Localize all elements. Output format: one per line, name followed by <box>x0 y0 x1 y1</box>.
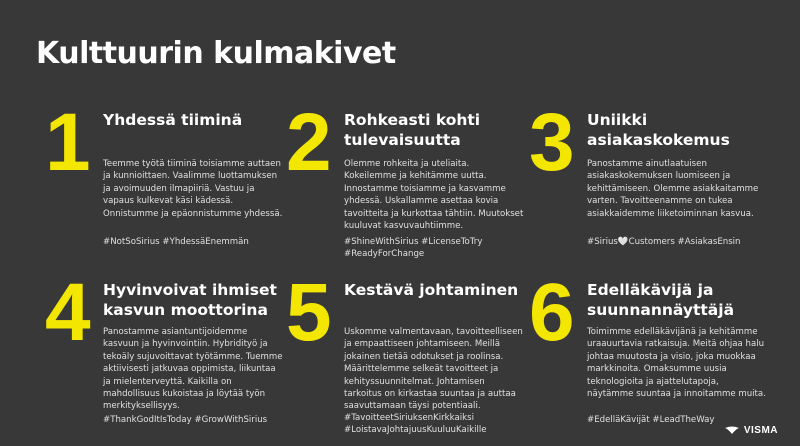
card-heading: Uniikki asiakaskokemus <box>587 111 730 149</box>
card-hashtags: #Sirius🤍Customers #AsiakasEnsin <box>587 237 741 247</box>
culture-card-2 <box>286 97 524 260</box>
card-text: Panostamme asiantuntijoidemme kasvuun ja hyvinvointiin. Hybridityö ja tekoäly sujuvoittavat työtämme. Tuemme aktiivisesti jatkuvaa oppimista, liikuntaa ja mielenterveyttä. Kaikilla on mahdollisuus kukoistaa ja löytää työn merkityksellisyys. <box>103 327 283 412</box>
culture-card-4 <box>45 267 283 438</box>
card-number: 5 <box>286 267 332 358</box>
card-text: Toimimme edelläkävijänä ja kehitämme uraauurtavia ratkaisuja. Meitä ohjaa halu johtaa muutosta ja visio, joka muokkaa markkinoita. Omaksumme uusia teknologioita ja ajattelutapoja, näytämme suuntaa ja innoitamme muita. <box>587 327 766 400</box>
visma-logo <box>724 425 778 436</box>
card-heading: Kestävä johtaminen <box>344 281 519 299</box>
card-heading: Yhdessä tiiminä <box>103 111 243 129</box>
visma-mark-icon <box>724 426 740 436</box>
card-hashtags: #TavoitteetSiriuksenKirkkaiksi #LoistavaJohtajuusKuuluuKaikille <box>344 413 487 436</box>
card-number: 1 <box>45 97 91 188</box>
card-hashtags: #ShineWithSirius #LicenseToTry #ReadyForChange <box>344 237 483 260</box>
card-heading: Rohkeasti kohti tulevaisuutta <box>344 111 481 149</box>
card-number: 3 <box>529 97 575 188</box>
card-number: 2 <box>286 97 332 188</box>
card-heading: Edelläkävijä ja suunnannäyttäjä <box>587 281 735 319</box>
card-text: Olemme rohkeita ja uteliaita. Kokeilemme ja kehitämme uutta. Innostamme toisiamme ja kasvamme yhdessä. Uskallamme asettaa kovia tavoitteita ja kurkottaa tähtiin. Muutokset kuuluvat kasvuvauhtiimme. <box>344 159 524 232</box>
card-hashtags: #NotSoSirius #YhdessäEnemmän <box>103 237 249 247</box>
card-text: Teemme työtä tiiminä toisiamme auttaen ja kunnioittaen. Vaalimme luottamuksen ja avoimuuden ilmapiiriä. Vastuu ja vapaus kulkevat käsi kädessä. Onnistumme ja epäonnistumme yhdessä. <box>103 159 283 219</box>
culture-card-3 <box>529 97 759 258</box>
card-number: 6 <box>529 267 575 358</box>
card-text: Uskomme valmentavaan, tavoitteelliseen ja empaattiseen johtamiseen. Meillä jokainen tietää odotukset ja roolinsa. Määrittelemme selkeät tavoitteet ja kehityssuunnitelmat. Johtamisen tarkoitus on kirkastaa suuntaa ja auttaa saavuttamaan täysi potentiaali. <box>344 327 523 412</box>
card-text: Panostamme ainutlaatuisen asiakaskokemuksen luomiseen ja kehittämiseen. Olemme asiakkaitamme varten. Tavoitteenamme on tukea asiakkaidemme liiketoiminnan kasvua. <box>587 159 759 219</box>
logo-text: VISMA <box>743 425 778 436</box>
culture-card-5 <box>286 267 523 438</box>
culture-card-1 <box>45 97 283 258</box>
page-title: Kulttuurin kulmakivet <box>36 36 396 71</box>
card-heading: Hyvinvoivat ihmiset kasvun moottorina <box>103 281 277 319</box>
card-hashtags: #ThankGodItIsToday #GrowWithSirius <box>103 415 268 425</box>
card-hashtags: #EdelläKävijät #LeadTheWay <box>587 415 715 425</box>
card-number: 4 <box>45 267 91 358</box>
